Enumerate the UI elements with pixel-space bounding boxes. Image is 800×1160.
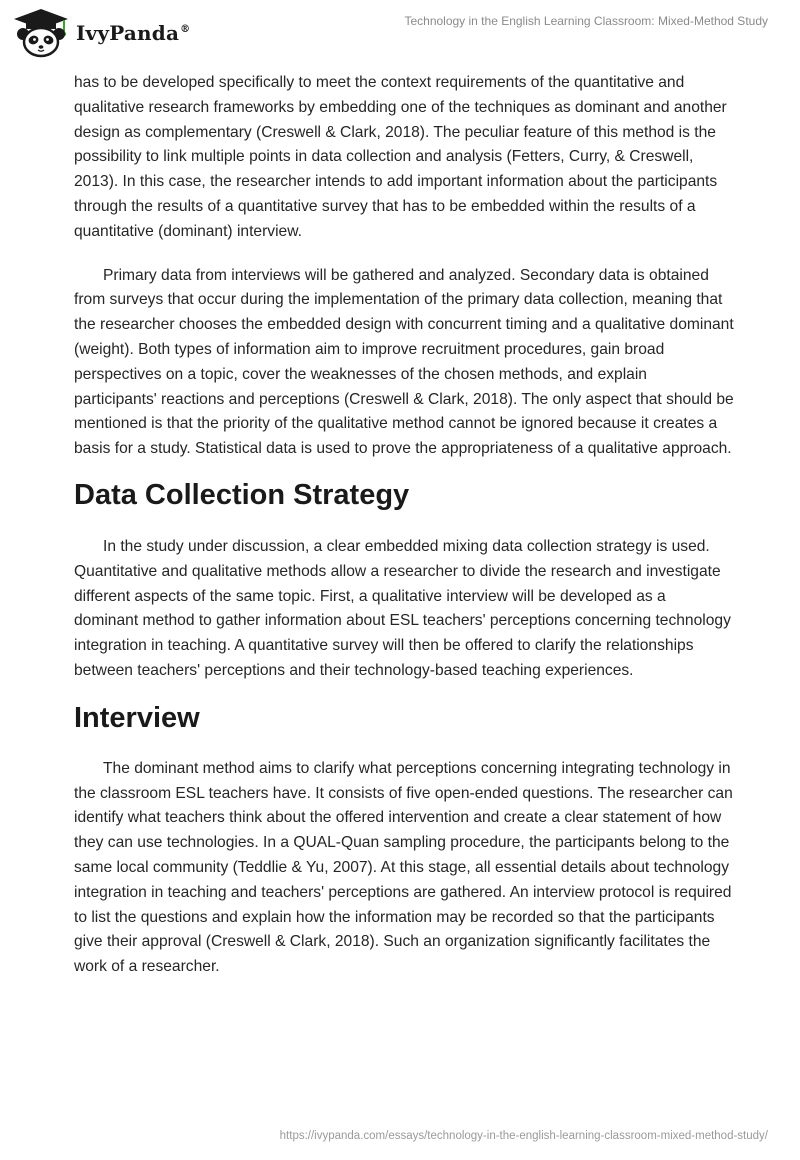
document-title: Technology in the English Learning Classroom: Mixed-Method Study <box>404 14 768 28</box>
registered-mark: ® <box>180 24 191 36</box>
footer-source-url[interactable]: https://ivypanda.com/essays/technology-in-the-english-learning-classroom-mixed-method-study/ <box>279 1130 768 1142</box>
paragraph-continued: has to be developed specifically to meet the context requirements of the quantitative and qualitative research frameworks by embedding one of the techniques as dominant and another design as complementary (Creswell & Clark, 2018). The peculiar feature of this method is the possibility to link multiple points in data collection and analysis (Fetters, Curry, & Creswell, 2013). In this case, the researcher intends to add important information about the participants through the results of a quantitative survey that has to be embedded within the results of a quantitative (dominant) interview. <box>74 74 727 240</box>
ivypanda-logo[interactable] <box>12 7 190 59</box>
logo-name: IvyPanda <box>76 21 180 45</box>
panda-graduate-icon <box>12 7 70 59</box>
paragraph-primary-data: Primary data from interviews will be gathered and analyzed. Secondary data is obtained from surveys that occur during the implementation of the primary data collection, meaning that the researcher chooses the embedded design with concurrent timing and a qualitative dominant (weight). Both types of information aim to improve recruitment procedures, gain broad perspectives on a topic, cover the weaknesses of the chosen methods, and explain participants' reactions and perceptions (Creswell & Clark, 2018). The only aspect that should be mentioned is that the priority of the qualitative method cannot be ignored because it creates a basis for a study. Statistical data is used to prove the appropriateness of a qualitative approach. <box>74 266 734 458</box>
heading-data-collection-strategy: Data Collection Strategy <box>74 478 410 511</box>
heading-interview: Interview <box>74 701 200 734</box>
paragraph-data-collection: In the study under discussion, a clear embedded mixing data collection strategy is used. Quantitative and qualitative methods allow a researcher to divide the research and investigate different aspects of the same topic. First, a qualitative interview will be developed as a dominant method to gather information about ESL teachers' perceptions concerning technology integration in teaching. A quantitative survey will then be offered to clarify the relationships between teachers' perceptions and their technology-based teaching experiences. <box>74 537 731 679</box>
logo-wordmark <box>76 21 190 45</box>
paragraph-interview: The dominant method aims to clarify what perceptions concerning integrating technology in the classroom ESL teachers have. It consists of five open-ended questions. The researcher can identify what teachers think about the offered intervention and create a clear statement of how they can use technologies. In a QUAL-Quan sampling procedure, the participants belong to the same local community (Teddlie & Yu, 2007). At this stage, all essential details about technology integration in teaching and teachers' perceptions are gathered. An interview protocol is required to list the questions and explain how the information may be recorded so that the participants give their approval (Creswell & Clark, 2018). Such an organization significantly facilitates the work of a researcher. <box>74 759 733 976</box>
page-header <box>0 0 800 60</box>
essay-body <box>74 71 734 980</box>
